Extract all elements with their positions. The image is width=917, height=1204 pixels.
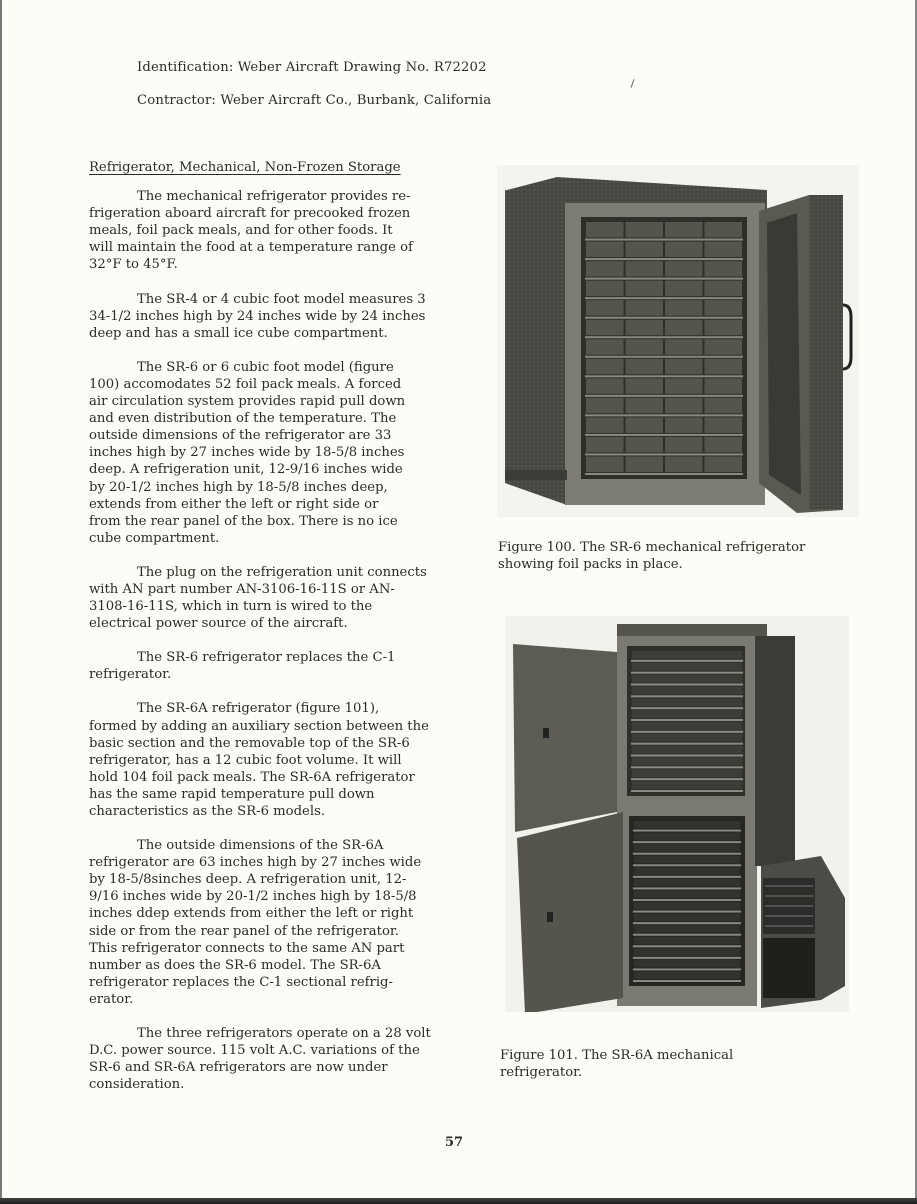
tray-shelf bbox=[631, 719, 743, 721]
text-line: number as does the SR-6 model. The SR-6A bbox=[89, 957, 381, 973]
foil-pack bbox=[665, 417, 703, 433]
tray-shelf bbox=[585, 453, 743, 455]
page-edge-bottom bbox=[0, 1198, 917, 1204]
tray-shelf bbox=[633, 864, 741, 866]
text-line: This refrigerator connects to the same AN part bbox=[89, 940, 405, 956]
foil-pack bbox=[626, 261, 664, 277]
body-text-column bbox=[89, 159, 475, 1110]
paragraph bbox=[89, 649, 475, 683]
text-line: electrical power source of the aircraft. bbox=[89, 616, 348, 632]
foil-pack bbox=[705, 300, 743, 316]
foil-pack bbox=[665, 261, 703, 277]
foil-pack bbox=[626, 359, 664, 375]
foil-pack bbox=[634, 844, 740, 852]
paragraph bbox=[89, 188, 475, 273]
tray-shelf bbox=[585, 434, 743, 436]
foil-pack bbox=[626, 222, 664, 238]
caption-line: showing foil packs in place. bbox=[498, 557, 683, 572]
foil-pack bbox=[665, 456, 703, 472]
caption-line: refrigerator. bbox=[500, 1065, 583, 1080]
tray-shelf bbox=[585, 473, 743, 475]
text-line: by 20-1/2 inches high by 18-5/8 inches deep, bbox=[89, 479, 388, 495]
text-line: cube compartment. bbox=[89, 530, 220, 546]
text-line: erator. bbox=[89, 991, 134, 1007]
foil-pack bbox=[634, 902, 740, 910]
foil-pack bbox=[634, 856, 740, 864]
foil-pack bbox=[634, 948, 740, 956]
tray-shelf bbox=[631, 660, 743, 662]
foil-pack bbox=[634, 971, 740, 979]
foil-pack bbox=[586, 437, 624, 453]
figure-101-photo bbox=[505, 616, 849, 1012]
foil-pack bbox=[705, 261, 743, 277]
foil-pack bbox=[626, 320, 664, 336]
foil-pack bbox=[626, 242, 664, 258]
tray-shelf bbox=[633, 887, 741, 889]
foil-pack bbox=[632, 675, 742, 683]
foil-pack bbox=[634, 821, 740, 829]
text-line: inches ddep extends from either the left or right bbox=[89, 906, 414, 922]
foil-pack bbox=[665, 222, 703, 238]
tray-shelf bbox=[585, 239, 743, 241]
foil-pack bbox=[665, 339, 703, 355]
figure-100-caption bbox=[498, 539, 898, 573]
foil-pack bbox=[665, 320, 703, 336]
foil-pack bbox=[634, 890, 740, 898]
text-line: 3108-16-11S, which in turn is wired to the bbox=[89, 599, 373, 615]
tray-shelf bbox=[631, 743, 743, 745]
text-line: refrigerator are 63 inches high by 27 inches wide bbox=[89, 855, 422, 871]
text-line: refrigerator replaces the C-1 sectional refrig- bbox=[89, 974, 393, 990]
text-line: consideration. bbox=[89, 1077, 185, 1093]
text-line: The SR-6A refrigerator (figure 101), bbox=[137, 701, 380, 717]
page-number: 57 bbox=[445, 1135, 464, 1150]
text-line: The mechanical refrigerator provides re- bbox=[137, 189, 411, 205]
figure-101-caption bbox=[500, 1047, 830, 1081]
tray-shelf bbox=[633, 876, 741, 878]
tray-shelf bbox=[633, 957, 741, 959]
text-line: outside dimensions of the refrigerator are 33 bbox=[89, 428, 392, 444]
contractor-line: Contractor: Weber Aircraft Co., Burbank, California bbox=[137, 93, 492, 108]
foil-pack bbox=[705, 378, 743, 394]
foil-pack bbox=[632, 781, 742, 789]
tray-shelf bbox=[633, 980, 741, 982]
identification-line: Identification: Weber Aircraft Drawing No. R72202 bbox=[137, 60, 487, 75]
text-line: refrigerator, has a 12 cubic foot volume. It will bbox=[89, 752, 402, 768]
foil-pack bbox=[586, 242, 624, 258]
foil-pack bbox=[634, 833, 740, 841]
tray-shelf bbox=[633, 899, 741, 901]
foil-pack bbox=[586, 281, 624, 297]
page-edge-left bbox=[0, 0, 2, 1204]
text-line: The plug on the refrigeration unit connects bbox=[137, 564, 427, 580]
text-line: with AN part number AN-3106-16-11S or AN- bbox=[89, 581, 395, 597]
foil-pack bbox=[634, 867, 740, 875]
tray-shelf bbox=[585, 395, 743, 397]
text-line: deep. A refrigeration unit, 12-9/16 inches wide bbox=[89, 462, 403, 478]
foil-pack bbox=[632, 710, 742, 718]
paragraph bbox=[89, 564, 475, 632]
text-line: D.C. power source. 115 volt A.C. variations of the bbox=[89, 1043, 420, 1059]
foil-pack bbox=[665, 437, 703, 453]
tray-shelf bbox=[585, 356, 743, 358]
foil-pack bbox=[626, 398, 664, 414]
foil-pack bbox=[632, 758, 742, 766]
foil-pack bbox=[586, 398, 624, 414]
text-line: will maintain the food at a temperature range of bbox=[89, 240, 413, 256]
tray-shelf bbox=[633, 945, 741, 947]
stray-mark bbox=[630, 79, 634, 88]
text-line: has the same rapid temperature pull down bbox=[89, 786, 375, 802]
foil-pack bbox=[626, 339, 664, 355]
tray-shelf bbox=[633, 911, 741, 913]
foil-pack bbox=[634, 937, 740, 945]
text-line: formed by adding an auxiliary section between the bbox=[89, 718, 429, 734]
tray-shelf bbox=[631, 695, 743, 697]
foil-pack bbox=[705, 339, 743, 355]
foil-pack bbox=[632, 722, 742, 730]
figure-100-photo bbox=[497, 165, 859, 517]
foil-pack bbox=[634, 960, 740, 968]
text-line: deep and has a small ice cube compartment. bbox=[89, 325, 388, 341]
text-line: The SR-6 refrigerator replaces the C-1 bbox=[137, 650, 396, 666]
foil-pack bbox=[632, 663, 742, 671]
foil-pack bbox=[626, 281, 664, 297]
foil-pack bbox=[586, 261, 624, 277]
text-line: The three refrigerators operate on a 28 volt bbox=[137, 1026, 431, 1042]
foil-pack bbox=[665, 300, 703, 316]
foil-pack bbox=[586, 300, 624, 316]
tray-shelf bbox=[585, 317, 743, 319]
text-line: characteristics as the SR-6 models. bbox=[89, 804, 326, 819]
text-line: extends from either the left or right side or bbox=[89, 496, 379, 512]
foil-pack bbox=[665, 359, 703, 375]
foil-pack bbox=[626, 437, 664, 453]
text-line: side or from the rear panel of the refrigerator. bbox=[89, 923, 399, 939]
tray-shelf bbox=[585, 297, 743, 299]
foil-pack bbox=[634, 925, 740, 933]
foil-pack bbox=[665, 378, 703, 394]
text-line: frigeration aboard aircraft for precooked frozen bbox=[89, 206, 411, 222]
tray-shelf bbox=[585, 258, 743, 260]
caption-line: Figure 100. The SR-6 mechanical refrigerator bbox=[498, 540, 806, 555]
text-line: refrigerator. bbox=[89, 667, 172, 683]
foil-pack bbox=[632, 746, 742, 754]
text-line: hold 104 foil pack meals. The SR-6A refrigerator bbox=[89, 769, 415, 785]
paragraph bbox=[89, 359, 475, 547]
foil-pack bbox=[632, 769, 742, 777]
foil-pack bbox=[634, 914, 740, 922]
text-line: basic section and the removable top of the SR-6 bbox=[89, 735, 410, 751]
text-line: The SR-4 or 4 cubic foot model measures 3 bbox=[137, 291, 426, 307]
text-line: by 18-5/8sinches deep. A refrigeration unit, 12- bbox=[89, 872, 407, 888]
foil-pack bbox=[586, 417, 624, 433]
sr6a-refrigerator-illustration bbox=[505, 616, 849, 1012]
text-line: The SR-6 or 6 cubic foot model (figure bbox=[137, 359, 394, 375]
foil-pack bbox=[626, 456, 664, 472]
tray-shelf bbox=[633, 934, 741, 936]
foil-pack bbox=[665, 242, 703, 258]
foil-pack bbox=[705, 437, 743, 453]
foil-pack bbox=[632, 687, 742, 695]
tray-shelf bbox=[631, 684, 743, 686]
foil-pack bbox=[665, 281, 703, 297]
foil-pack bbox=[586, 456, 624, 472]
section-title: Refrigerator, Mechanical, Non-Frozen Storage bbox=[89, 160, 401, 175]
caption-line: Figure 101. The SR-6A mechanical bbox=[500, 1048, 734, 1063]
foil-pack bbox=[705, 398, 743, 414]
foil-pack bbox=[586, 339, 624, 355]
text-line: SR-6 and SR-6A refrigerators are now under bbox=[89, 1060, 388, 1076]
paragraph bbox=[89, 700, 475, 820]
foil-pack bbox=[705, 359, 743, 375]
foil-pack bbox=[705, 281, 743, 297]
paragraph bbox=[89, 291, 475, 342]
text-line: from the rear panel of the box. There is no ice bbox=[89, 513, 398, 529]
foil-pack bbox=[586, 378, 624, 394]
foil-pack bbox=[586, 222, 624, 238]
foil-pack bbox=[626, 417, 664, 433]
foil-pack bbox=[634, 879, 740, 887]
tray-shelf bbox=[631, 790, 743, 792]
tray-shelf bbox=[631, 755, 743, 757]
paragraphs bbox=[89, 188, 475, 1093]
text-line: 32°F to 45°F. bbox=[89, 257, 178, 273]
foil-pack bbox=[632, 651, 742, 659]
tray-shelf bbox=[585, 414, 743, 416]
tray-shelf bbox=[633, 922, 741, 924]
tray-shelf bbox=[633, 830, 741, 832]
foil-pack bbox=[626, 378, 664, 394]
foil-pack bbox=[586, 359, 624, 375]
tray-shelf bbox=[585, 375, 743, 377]
tray-shelf bbox=[633, 853, 741, 855]
text-line: 9/16 inches wide by 20-1/2 inches high by 18-5/8 bbox=[89, 889, 417, 905]
foil-pack bbox=[632, 698, 742, 706]
tray-shelf bbox=[633, 841, 741, 843]
foil-pack bbox=[632, 734, 742, 742]
foil-pack bbox=[705, 456, 743, 472]
text-line: The outside dimensions of the SR-6A bbox=[137, 838, 384, 854]
tray-shelf bbox=[631, 672, 743, 674]
foil-pack bbox=[705, 417, 743, 433]
foil-pack bbox=[705, 222, 743, 238]
foil-pack bbox=[665, 398, 703, 414]
text-line: 100) accomodates 52 foil pack meals. A forced bbox=[89, 376, 402, 392]
foil-pack bbox=[705, 320, 743, 336]
foil-pack bbox=[626, 300, 664, 316]
text-line: air circulation system provides rapid pull down bbox=[89, 394, 406, 410]
foil-pack bbox=[705, 242, 743, 258]
tray-shelf bbox=[631, 778, 743, 780]
foil-pack bbox=[586, 320, 624, 336]
tray-shelf bbox=[585, 278, 743, 280]
tray-shelf bbox=[585, 336, 743, 338]
paragraph bbox=[89, 1025, 475, 1093]
text-line: and even distribution of the temperature. The bbox=[89, 411, 397, 427]
tray-shelf bbox=[633, 968, 741, 970]
sr6-refrigerator-illustration bbox=[497, 165, 859, 517]
tray-shelf bbox=[631, 731, 743, 733]
text-line: meals, foil pack meals, and for other foods. It bbox=[89, 223, 393, 239]
paragraph bbox=[89, 837, 475, 1008]
tray-shelf bbox=[631, 766, 743, 768]
text-line: 34-1/2 inches high by 24 inches wide by 24 inches bbox=[89, 308, 426, 324]
text-line: inches high by 27 inches wide by 18-5/8 inches bbox=[89, 445, 405, 461]
tray-shelf bbox=[631, 707, 743, 709]
